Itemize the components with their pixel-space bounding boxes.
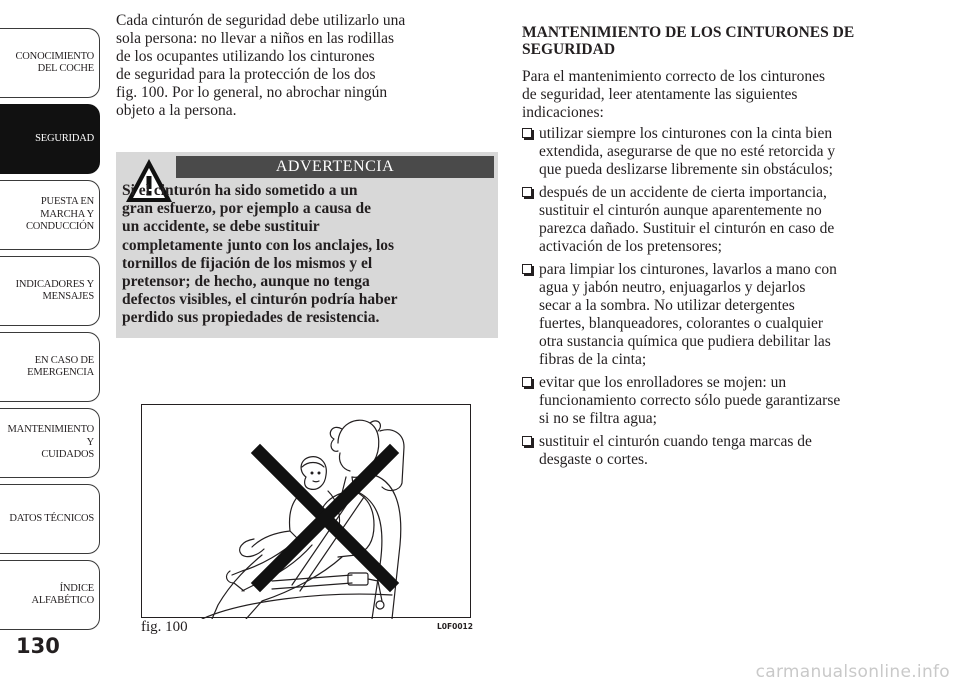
tab-seguridad[interactable] bbox=[0, 104, 100, 174]
list-item bbox=[522, 125, 912, 179]
list-item bbox=[522, 184, 912, 256]
figure-caption: fig. 100 bbox=[141, 619, 188, 635]
tab-emergencia[interactable] bbox=[0, 332, 100, 402]
tab-label: INDICADORES Y MENSAJES bbox=[15, 278, 94, 302]
list-item-text: sustituir el cinturón cuando tenga marcas de desgaste o cortes. bbox=[539, 433, 812, 468]
warning-box bbox=[116, 152, 498, 338]
right-column bbox=[522, 24, 912, 474]
tab-label: PUESTA EN MARCHA Y CONDUCCIÓN bbox=[25, 196, 94, 233]
left-column bbox=[116, 12, 500, 120]
page-number: 130 bbox=[16, 634, 60, 658]
checkbox-bullet-icon bbox=[522, 187, 532, 197]
list-item bbox=[522, 374, 912, 428]
lead-paragraph: Para el mantenimiento correcto de los cinturones de seguridad, leer atentamente las siguientes indicaciones: bbox=[522, 68, 826, 121]
checkbox-bullet-icon bbox=[522, 436, 532, 446]
figure-illustration bbox=[141, 404, 471, 618]
checkbox-bullet-icon bbox=[522, 264, 532, 274]
checkbox-bullet-icon bbox=[522, 128, 532, 138]
tab-label: DATOS TÉCNICOS bbox=[9, 512, 94, 524]
maintenance-list bbox=[522, 125, 912, 469]
list-item-text: evitar que los enrolladores se mojen: un funcionamiento correcto sólo puede garantizarse si no se filtra agua; bbox=[539, 374, 841, 427]
intro-paragraph: Cada cinturón de seguridad debe utilizarlo una sola persona: no llevar a niños en las rodillas de los ocupantes utilizando los cinturones de seguridad para la protección de los dos fig. 100. Por lo general, no abrochar ningún objeto a la persona. bbox=[116, 12, 406, 119]
list-item-text: después de un accidente de cierta importancia, sustituir el cinturón aunque aparentemente no parezca dañado. Sustituir el cinturón en caso de activación de los pretensores; bbox=[539, 184, 835, 255]
warning-title: ADVERTENCIA bbox=[176, 156, 494, 178]
watermark: carmanualsonline.info bbox=[755, 662, 950, 682]
tab-label: SEGURIDAD bbox=[35, 132, 94, 144]
list-item bbox=[522, 433, 912, 469]
list-item bbox=[522, 261, 912, 369]
section-title: MANTENIMIENTO DE LOS CINTURONES DE SEGURIDAD bbox=[522, 24, 855, 58]
tab-datos-tecnicos[interactable] bbox=[0, 484, 100, 554]
tab-label: EN CASO DE EMERGENCIA bbox=[27, 354, 94, 378]
warning-text: Si el cinturón ha sido sometido a un gran esfuerzo, por ejemplo a causa de un accidente, se debe sustituir completamente junto con los anclajes, los tornillos de fijación de los mismos y el pretensor; de hecho, aunque no tenga defectos visibles, el cinturón podría haber perdido sus propiedades de resistencia. bbox=[122, 182, 398, 327]
list-item-text: utilizar siempre los cinturones con la cinta bien extendida, asegurarse de que no esté retorcida y que pueda deslizarse libremente sin obstáculos; bbox=[539, 125, 836, 178]
tab-indicadores[interactable] bbox=[0, 256, 100, 326]
checkbox-bullet-icon bbox=[522, 377, 532, 387]
list-item-text: para limpiar los cinturones, lavarlos a mano con agua y jabón neutro, enjuagarlos y dejarlos secar a la sombra. No utilizar detergentes fuertes, blanqueadores, colorantes o cualquier otra sustancia química que pudiera debilitar las fibras de la cinta; bbox=[539, 261, 837, 368]
child-on-lap-illustration bbox=[142, 405, 472, 619]
tab-label: CONOCIMIENTO DEL COCHE bbox=[15, 50, 94, 74]
tab-indice-alfabetico[interactable] bbox=[0, 560, 100, 630]
chapter-tabs bbox=[0, 28, 100, 636]
tab-label: MANTENIMIENTO Y CUIDADOS bbox=[7, 424, 94, 461]
tab-puesta-en-marcha[interactable] bbox=[0, 180, 100, 250]
tab-label: ÍNDICE ALFABÉTICO bbox=[31, 582, 94, 606]
tab-mantenimiento[interactable] bbox=[0, 408, 100, 478]
figure-code: L0F0012 bbox=[437, 622, 473, 631]
tab-conocimiento-del-coche[interactable] bbox=[0, 28, 100, 98]
